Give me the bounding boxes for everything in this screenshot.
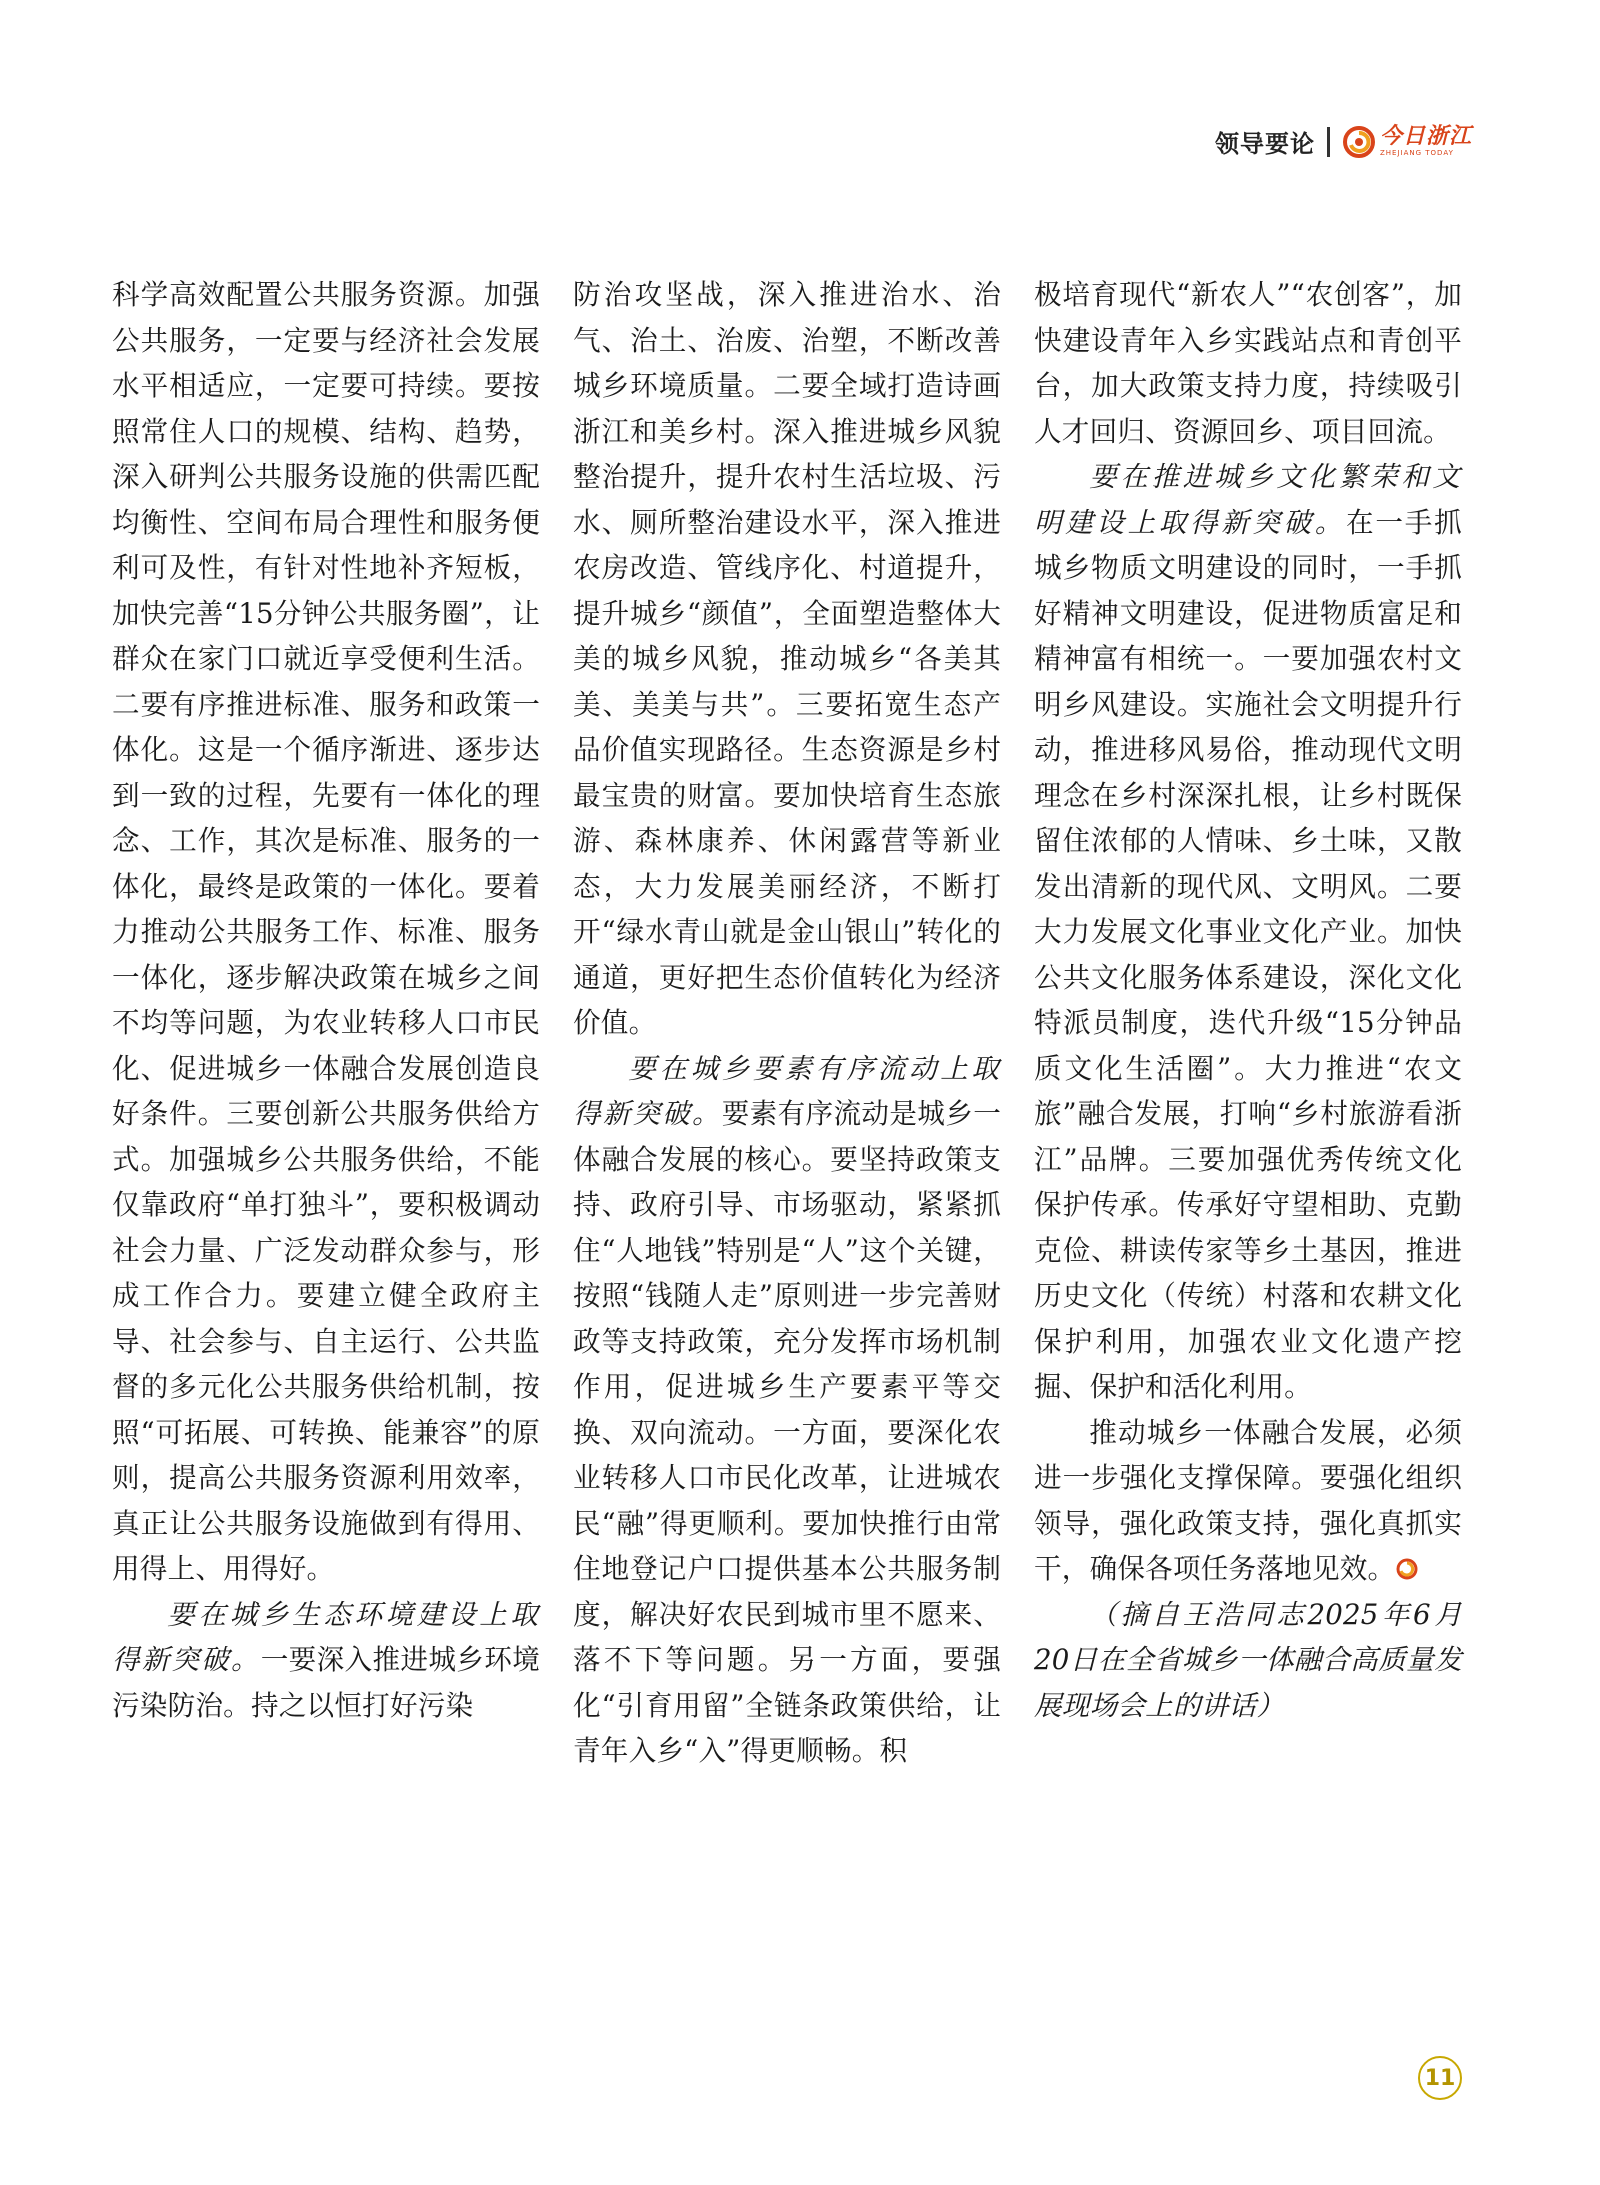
column-3: [1034, 272, 1462, 1774]
paragraph-body: 在一手抓城乡物质文明建设的同时，一手抓好精神文明建设，促进物质富足和精神富有相统一。一要加强农村文明乡风建设。实施社会文明提升行动，推进移风易俗，推动现代文明理念在乡村深深扎根，让乡村既保留住浓郁的人情味、乡土味，又散发出清新的现代风、文明风。二要大力发展文化事业文化产业。加快公共文化服务体系建设，深化文化特派员制度，迭代升级“15分钟品质文化生活圈”。大力推进“农文旅”融合发展，打响“乡村旅游看浙江”品牌。三要加强优秀传统文化保护传承。传承好守望相助、克勤克俭、耕读传家等乡土基因，推进历史文化（传统）村落和农耕文化保护利用，加强农业文化遗产挖掘、保护和活化利用。: [1034, 505, 1462, 1403]
article-body: [112, 272, 1462, 1774]
source-note: （摘自王浩同志2025年6月20日在全省城乡一体融合高质量发展现场会上的讲话）: [1034, 1597, 1462, 1722]
paragraph-body: 一要深入推进城乡环境污染防治。持之以恒打好污染: [112, 1643, 540, 1722]
paragraph: [112, 1592, 540, 1729]
paragraph-lead: 要在城乡生态环境建设上取得新突破。: [112, 1597, 540, 1676]
paragraph-lead: 要在推进城乡文化繁荣和文明建设上取得新突破。: [1034, 460, 1462, 539]
paragraph: 防治攻坚战，深入推进治水、治气、治土、治废、治塑，不断改善城乡环境质量。二要全域打造诗画浙江和美乡村。深入推进城乡风貌整治提升，提升农村生活垃圾、污水、厕所整治建设水平，深入推进农房改造、管线序化、村道提升，提升城乡“颜值”，全面塑造整体大美的城乡风貌，推动城乡“各美其美、美美与共”。三要拓宽生态产品价值实现路径。生态资源是乡村最宝贵的财富。要加快培育生态旅游、森林康养、休闲露营等新业态，大力发展美丽经济，不断打开“绿水青山就是金山银山”转化的通道，更好把生态价值转化为经济价值。: [573, 278, 1001, 1039]
header-divider: [1327, 127, 1330, 157]
magazine-logo: [1342, 125, 1472, 159]
logo-title: 今日浙江: [1379, 124, 1472, 149]
paragraph: [573, 1046, 1001, 1774]
end-mark-icon: [1395, 1557, 1419, 1581]
section-label: 领导要论: [1214, 130, 1315, 158]
paragraph: 科学高效配置公共服务资源。加强公共服务，一定要与经济社会发展水平相适应，一定要可持续。要按照常住人口的规模、结构、趋势，深入研判公共服务设施的供需匹配均衡性、空间布局合理性和服务便利可及性，有针对性地补齐短板，加快完善“15分钟公共服务圈”，让群众在家门口就近享受便利生活。二要有序推进标准、服务和政策一体化。这是一个循序渐进、逐步达到一致的过程，先要有一体化的理念、工作，其次是标准、服务的一体化，最终是政策的一体化。要着力推动公共服务工作、标准、服务一体化，逐步解决政策在城乡之间不均等问题，为农业转移人口市民化、促进城乡一体融合发展创造良好条件。三要创新公共服务供给方式。加强城乡公共服务供给，不能仅靠政府“单打独斗”，要积极调动社会力量、广泛发动群众参与，形成工作合力。要建立健全政府主导、社会参与、自主运行、公共监督的多元化公共服务供给机制，按照“可拓展、可转换、能兼容”的原则，提高公共服务资源利用效率，真正让公共服务设施做到有得用、用得上、用得好。: [112, 278, 540, 1585]
paragraph-lead: 要在城乡要素有序流动上取得新突破。: [573, 1051, 1001, 1130]
column-2: [573, 272, 1001, 1774]
paragraph-body: 要素有序流动是城乡一体融合发展的核心。要坚持政策支持、政府引导、市场驱动，紧紧抓住“人地钱”特别是“人”这个关键，按照“钱随人走”原则进一步完善财政等支持政策，充分发挥市场机制作用，促进城乡生产要素平等交换、双向流动。一方面，要深化农业转移人口市民化改革，让进城农民“融”得更顺利。要加快推行由常住地登记户口提供基本公共服务制度，解决好农民到城市里不愿来、落不下等问题。另一方面，要强化“引育用留”全链条政策供给，让青年入乡“入”得更顺畅。积: [573, 1097, 1001, 1767]
logo-subtitle: ZHEJIANG TODAY: [1379, 149, 1454, 157]
column-1: [112, 272, 540, 1774]
paragraph-body: 推动城乡一体融合发展，必须进一步强化支撑保障。要强化组织领导，强化政策支持，强化真抓实干，确保各项任务落地见效。: [1034, 1415, 1462, 1585]
paragraph: 极培育现代“新农人”“农创客”，加快建设青年入乡实践站点和青创平台，加大政策支持力度，持续吸引人才回归、资源回乡、项目回流。: [1034, 278, 1462, 448]
paragraph: [1034, 454, 1462, 1410]
page-number: 11: [1418, 2056, 1462, 2100]
logo-swirl-icon: [1342, 125, 1376, 159]
paragraph: [1034, 1410, 1462, 1592]
page-header: [1215, 124, 1472, 159]
